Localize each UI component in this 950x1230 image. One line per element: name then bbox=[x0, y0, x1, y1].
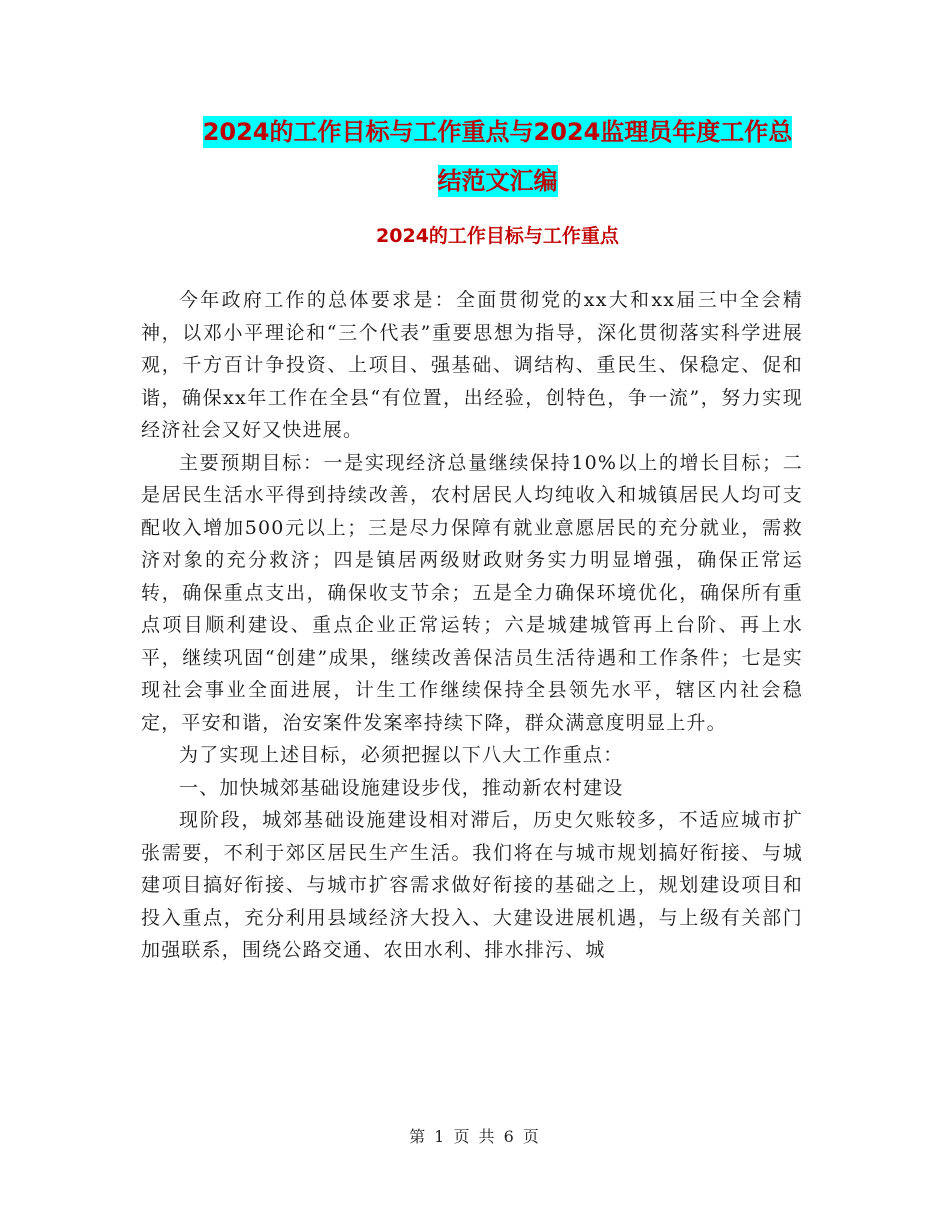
title-line-2: 结范文汇编 bbox=[437, 167, 558, 195]
page-footer: 第 1 页 共 6 页 bbox=[409, 1127, 541, 1146]
document-title bbox=[140, 108, 855, 206]
document-body bbox=[141, 284, 803, 967]
paragraph-heading-one: 一、加快城郊基础设施建设步伐，推动新农村建设 bbox=[179, 776, 624, 799]
paragraph-general-requirements: 今年政府工作的总体要求是：全面贯彻党的xx大和xx届三中全会精神，以邓小平理论和“三个代表”重要思想为指导，深化贯彻落实科学进展观，千方百计争投资、上项目、强基础、调结构、重民生、保稳定、促和谐，确保xx年工作在全县“有位置，出经验，创特色，争一流”，努力实现经济社会又好又快进展。 bbox=[141, 289, 803, 441]
paragraph-current-stage: 现阶段，城郊基础设施建设相对滞后，历史欠账较多，不适应城市扩张需要，不利于郊区居民生产生活。我们将在与城市规划搞好衔接、与城建项目搞好衔接、与城市扩容需求做好衔接的基础之上，规划建设项目和投入重点，充分利用县域经济大投入、大建设进展机遇，与上级有关部门加强联系，围绕公路交通、农田水利、排水排污、城 bbox=[141, 809, 803, 961]
title-line-1: 2024的工作目标与工作重点与2024监理员年度工作总 bbox=[202, 118, 793, 146]
paragraph-expected-targets: 主要预期目标：一是实现经济总量继续保持10%以上的增长目标；二是居民生活水平得到持续改善，农村居民人均纯收入和城镇居民人均可支配收入增加500元以上；三是尽力保障有就业意愿居民的充分就业，需救济对象的充分救济；四是镇居两级财政财务实力明显增强，确保正常运转，确保重点支出，确保收支节余；五是全力确保环境优化，确保所有重点项目顺利建设、重点企业正常运转；六是城建城管再上台阶、再上水平，继续巩固“创建”成果，继续改善保洁员生活待遇和工作条件；七是实现社会事业全面进展，计生工作继续保持全县领先水平，辖区内社会稳定，平安和谐，治安案件发案率持续下降，群众满意度明显上升。 bbox=[141, 451, 803, 734]
paragraph-key-points-intro: 为了实现上述目标，必须把握以下八大工作重点： bbox=[179, 744, 624, 766]
section-title: 2024的工作目标与工作重点 bbox=[376, 225, 619, 247]
